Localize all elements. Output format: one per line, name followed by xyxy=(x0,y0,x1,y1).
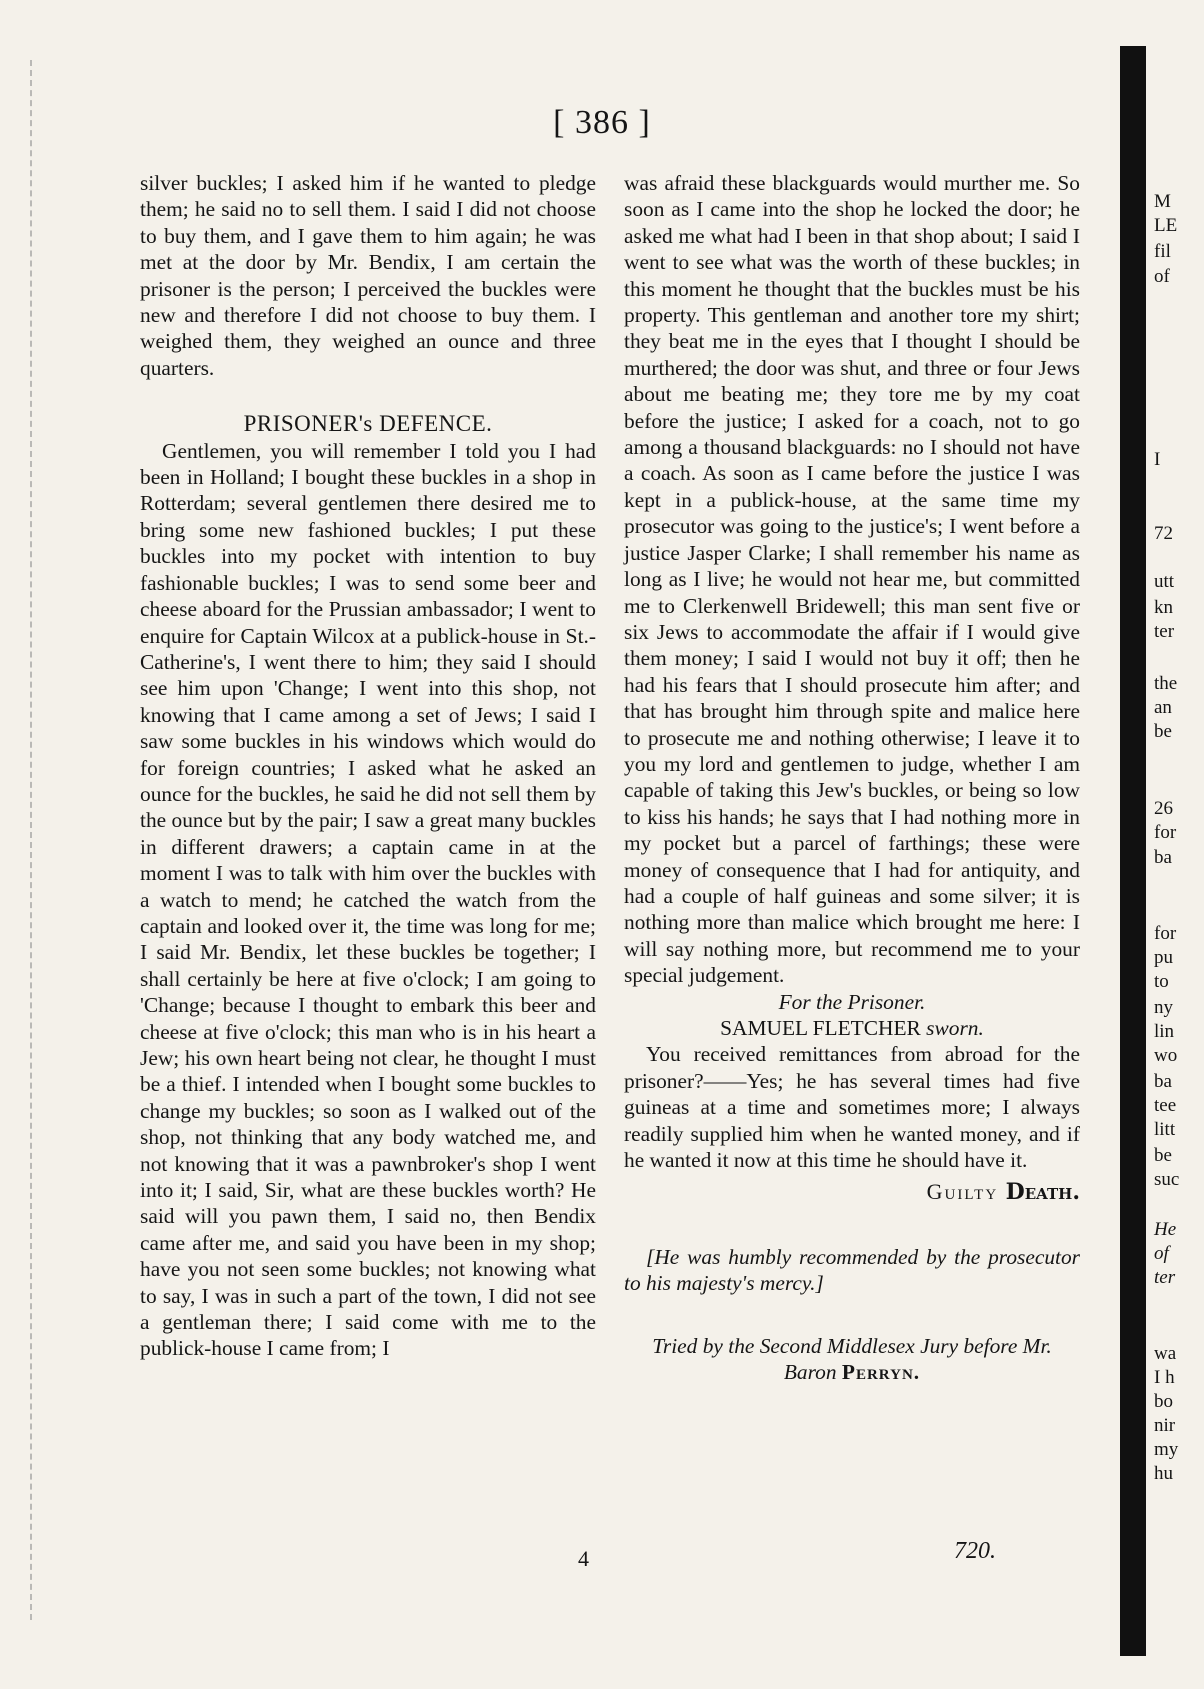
defence-continued: was afraid these blackguards would murther me. So soon as I came into the shop he locked the door; he asked me what had I been in that shop about; I said I went to see what was the worth of these buckles; in this moment he thought that the buckles must be his property. This gentleman and another tore my shirt; they beat me in the eyes that I thought I should be murthered; the door was shut, and three or four Jews about me beating me; they tore me by my coat before the justice; I asked for a coach, not to go among a thousand blackguards: no I should not have a coach. As soon as I came before the justice I was kept in a publick-house, at the same time my prosecutor was going to the justice's; I went before a justice Jasper Clarke; I shall remember his name as long as I live; he would not hear me, but committed me to Clerkenwell Bridewell; this man sent five or six Jews to accommodate the affair if I would give them money; I said I would not buy it off; then he had his fears that I should prosecute him after; and that has brought him through spite and malice here to prosecute me and nothing otherwise; I leave it to you my lord and gentlemen to judge, whether I am capable of taking this Jew's buckles, or being so low to kiss his hands; he says that I had nothing more in my pocket but a parcel of farthings; these were money of consequence that I had for antiquity, and had a couple of half guineas and some silver; it is nothing more than malice which brought me here: I will say nothing more, but recommend me to your special judgement. xyxy=(624,171,1080,988)
next-page-fragment: He xyxy=(1154,1219,1177,1240)
trial-line xyxy=(624,1333,1080,1386)
witness-testimony: You received remittances from abroad for the prisoner?——Yes; he has several times had five guineas at a time and sometimes more; I always readily supplied him when he wanted money, and if he wanted it now at this time he should have it. xyxy=(624,1042,1080,1173)
next-page-fragment: LE xyxy=(1154,215,1178,236)
right-column xyxy=(624,170,1080,1385)
next-page-fragment: ter xyxy=(1154,1267,1176,1288)
trial-baron: Baron xyxy=(783,1360,837,1385)
mercy-note: [He was humbly recommended by the prosecutor to his majesty's mercy.] xyxy=(624,1244,1080,1296)
next-page-fragment: an xyxy=(1154,697,1172,718)
next-page-fragments xyxy=(1150,0,1204,1689)
next-page-fragment: suc xyxy=(1154,1169,1180,1190)
verdict-guilty: Guilty xyxy=(926,1179,999,1205)
next-page-fragment: of xyxy=(1154,1243,1169,1264)
witness-name: SAMUEL FLETCHER xyxy=(720,1016,921,1040)
left-column xyxy=(140,170,596,1362)
next-page-fragment: I h xyxy=(1154,1367,1175,1388)
next-page-fragment: utt xyxy=(1154,571,1175,592)
next-page-fragment: hu xyxy=(1154,1463,1173,1484)
next-page-fragment: of xyxy=(1154,266,1170,287)
next-page-fragment: be xyxy=(1154,1145,1172,1166)
next-page-fragment: for xyxy=(1154,822,1177,843)
next-page-fragment: my xyxy=(1154,1439,1179,1460)
next-page-fragment: for xyxy=(1154,923,1177,944)
next-page-fragment: ba xyxy=(1154,847,1172,868)
witness-sworn: sworn. xyxy=(926,1016,984,1040)
gutter-marks xyxy=(30,60,40,1620)
next-page-fragment: pu xyxy=(1154,947,1173,968)
section-heading: PRISONER's DEFENCE. xyxy=(243,411,493,437)
next-page-fragment: kn xyxy=(1154,597,1173,618)
next-page-fragment: 26 xyxy=(1154,798,1173,819)
trial-text: Tried by the Second Middlesex Jury before Mr. xyxy=(652,1333,1052,1358)
next-page-fragment: ny xyxy=(1154,997,1173,1018)
page-number: [ 386 ] xyxy=(553,104,651,141)
next-page-fragment: bo xyxy=(1154,1391,1173,1412)
next-page-fragment: tee xyxy=(1154,1095,1177,1116)
next-page-fragment: ba xyxy=(1154,1071,1172,1092)
next-page-fragment: lin xyxy=(1154,1021,1175,1042)
witness-line xyxy=(624,1015,1080,1041)
next-page-fragment: the xyxy=(1154,673,1178,694)
defence-paragraph: Gentlemen, you will remember I told you I had been in Holland; I bought these buckles in a shop in Rotterdam; several gentlemen there desired me to bring some new fashioned buckles; I put these buckles into my pocket with intention to buy fashionable buckles; I was to send some beer and cheese aboard for the Prussian ambassador; I went to enquire for Captain Wilcox at a publick-house in St.-Catherine's, I went there to him; they said I should see him upon 'Change; I went into this shop, not knowing that I came among a set of Jews; I said I saw some buckles in his windows which would do for foreign countries; I asked what he asked an ounce for the buckles, he said he did not sell them by the ounce but by the pair; I saw a great many buckles in different drawers; a captain came in at the moment I was to talk with him over the buckles with a watch to mend; he catched the watch from the captain and looked over it, the time was long for me; I said Mr. Bendix, let these buckles be together; I shall certainly be here at five o'clock; I am going to 'Change; because I thought to embark this beer and cheese at five o'clock; this man who is in his heart a Jew; his own heart being not clear, he thought I must be a thief. I intended when I bought some buckles to change my buckles; so soon as I walked out of the shop, not thinking that any body watched me, and not knowing that it was a pawnbroker's shop I went into it; I said, Sir, what are these buckles worth? He said will you pawn them, I said no, then Bendix came after me, and said you have been in my shop; have you not seen some buckles; not knowing what to say, I was in such a part of the town, I did not see a gentleman there; I said come with me to the publick-house I came from; I xyxy=(140,438,596,1361)
next-page-fragment: nir xyxy=(1154,1415,1176,1436)
signature-mark: 4 xyxy=(578,1546,589,1571)
judge-name: Perryn. xyxy=(841,1360,921,1385)
next-page-fragment: litt xyxy=(1154,1119,1176,1140)
next-page-fragment: wo xyxy=(1154,1045,1178,1066)
verdict-death: Death. xyxy=(1005,1179,1080,1206)
next-page-fragment: wa xyxy=(1154,1343,1177,1364)
next-page-fragment: to xyxy=(1154,971,1169,992)
book-spine-shadow xyxy=(1120,46,1146,1656)
next-page-fragment: I xyxy=(1154,449,1161,470)
catchword: 720. xyxy=(954,1538,996,1564)
next-page-fragment: fil xyxy=(1154,241,1171,262)
continued-testimony: silver buckles; I asked him if he wanted to pledge them; he said no to sell them. I said I did not choose to buy them, and I gave them to him again; he was met at the door by Mr. Bendix, I am certain the prisoner is the person; I perceived the buckles were new and therefore I did not choose to buy them. I weighed them, they weighed an ounce and three quarters. xyxy=(140,171,596,380)
next-page-fragment: ter xyxy=(1154,621,1175,642)
next-page-fragment: 72 xyxy=(1154,523,1173,544)
verdict xyxy=(624,1179,1080,1205)
next-page-fragment: M xyxy=(1154,191,1171,212)
next-page-fragment: be xyxy=(1154,721,1172,742)
for-prisoner-label: For the Prisoner. xyxy=(778,989,926,1014)
